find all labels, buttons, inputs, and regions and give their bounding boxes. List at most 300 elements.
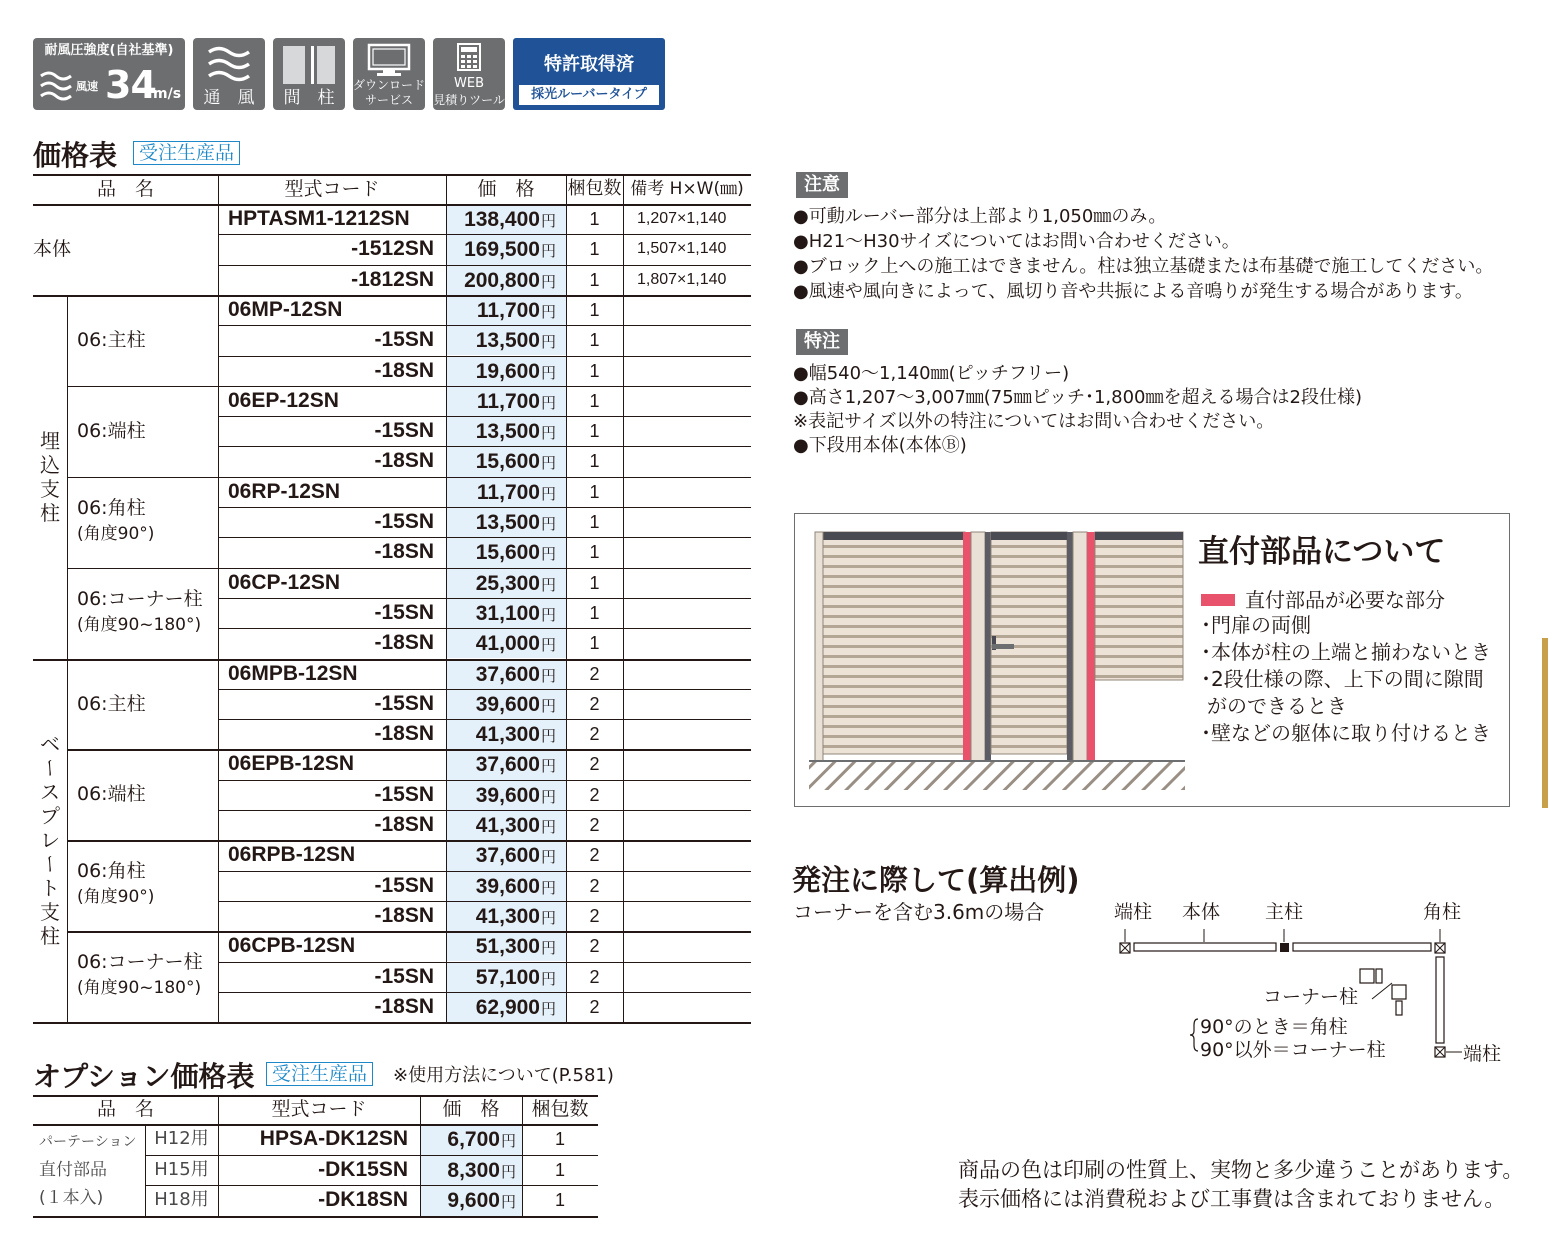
post-type-main: 06:主柱: [77, 328, 146, 351]
pack-qty: 1: [589, 269, 600, 290]
size-note: [623, 719, 751, 749]
table-rule: [218, 1095, 219, 1216]
price-cell: [447, 720, 566, 749]
wind-caption: 耐風圧強度(自社基準): [44, 43, 174, 58]
web-label-1: WEB: [454, 76, 484, 91]
model-code: -18SN: [374, 540, 434, 564]
table-rule: [218, 719, 751, 720]
price-cell: [447, 569, 566, 598]
post-type-main: 06:主柱: [77, 692, 146, 715]
post-type-corner-1: 06:コーナー柱: [77, 587, 203, 610]
price-value: 200,800: [464, 268, 540, 292]
size-note: [623, 598, 751, 628]
table-rule: [218, 356, 751, 357]
pack-qty: 2: [589, 784, 600, 805]
yen-unit: 円: [540, 394, 556, 412]
model-code: -15SN: [374, 510, 434, 533]
table-rule: [218, 901, 751, 902]
post-type-angle-2: (角度90°): [77, 887, 155, 908]
pack-qty: 2: [589, 724, 600, 745]
pack-qty: 2: [589, 693, 600, 714]
group-base-label-char: 支: [40, 900, 60, 925]
label-main-post: 主柱: [1265, 901, 1304, 923]
order-layout-diagram: [1100, 925, 1520, 1065]
special-item: ●高さ1,207～3,007㎜(75㎜ピッチ･1,800㎜を超える場合は2段仕様): [793, 387, 1362, 408]
pack-qty: 2: [589, 936, 600, 957]
post-type-corner-2: (角度90~180°): [77, 614, 202, 635]
post-type-angle-1: 06:角柱: [77, 860, 146, 883]
price-cell: [447, 266, 566, 295]
post-spacing-badge: [273, 38, 345, 110]
yen-unit: 円: [540, 909, 556, 927]
size-note: [623, 356, 751, 386]
model-code: -18SN: [374, 813, 434, 836]
price-cell: [447, 599, 566, 628]
yen-unit: 円: [540, 303, 556, 321]
opt-product-1: パーテーション: [39, 1134, 137, 1150]
opt-price-cell: [421, 1156, 522, 1186]
table-rule: [446, 174, 447, 1022]
yen-unit: 円: [500, 1133, 516, 1150]
opt-qty: 1: [554, 1190, 565, 1210]
opt-price-value: 9,600: [447, 1189, 500, 1212]
opt-qty: 1: [554, 1159, 565, 1180]
price-value: 39,600: [475, 692, 540, 716]
price-value: 15,600: [475, 541, 540, 565]
price-value: 13,500: [475, 420, 540, 444]
price-cell: [447, 235, 566, 264]
table-rule: [420, 1095, 421, 1216]
fence-illustration: [809, 528, 1189, 794]
caution-item: ●ブロック上への施工はできません。柱は独立基礎または布基礎で施工してください。: [793, 256, 1494, 277]
table-rule: [67, 749, 751, 751]
size-note: [623, 325, 751, 355]
wind-label: 風速: [76, 80, 98, 93]
price-cell: [447, 963, 566, 992]
header-code: 型式コード: [284, 178, 380, 200]
pack-qty: 1: [589, 360, 600, 381]
pack-qty: 1: [589, 209, 600, 229]
pack-qty: 1: [589, 512, 600, 532]
price-value: 11,700: [476, 480, 540, 504]
pack-qty: 1: [589, 299, 600, 320]
patent-subtitle: 採光ルーバータイプ: [519, 85, 659, 105]
size-note: [623, 659, 751, 689]
group-embed-label-char: 込: [40, 452, 60, 477]
yen-unit: 円: [540, 485, 556, 503]
price-cell: [447, 508, 566, 537]
ventilation-icon: [207, 44, 251, 84]
direct-parts-item: ･門扉の両側: [1201, 613, 1311, 637]
table-rule: [218, 174, 219, 1022]
yen-unit: 円: [540, 637, 556, 655]
price-value: 15,600: [475, 450, 540, 474]
caution-item: ●風速や風向きによって、風切り音や共振による音鳴りが発生する場合があります。: [793, 281, 1473, 302]
post-type-end: 06:端柱: [77, 783, 146, 806]
ventilation-label: 通 風: [203, 88, 255, 108]
yen-unit: 円: [540, 455, 556, 473]
caution-item: ●H21～H30サイズについてはお問い合わせください。: [793, 231, 1240, 252]
yen-unit: 円: [540, 516, 556, 533]
group-base-label-char: ス: [40, 780, 60, 805]
table-rule: [67, 931, 751, 933]
model-code: -18SN: [374, 631, 434, 655]
table-rule: [33, 1095, 598, 1097]
price-value: 37,600: [475, 844, 540, 868]
pack-qty: 1: [589, 390, 600, 411]
legend-swatch: [1201, 594, 1235, 606]
opt-price-cell: [421, 1186, 522, 1216]
label-end-post: 端柱: [1114, 901, 1153, 923]
table-rule: [218, 446, 751, 447]
ventilation-badge: [193, 38, 265, 110]
price-value: 41,300: [475, 904, 540, 928]
price-cell: [447, 478, 566, 507]
size-note: [623, 901, 751, 931]
yen-unit: 円: [540, 1000, 556, 1018]
model-code: -18SN: [374, 903, 434, 927]
group-base-label-char: ー: [38, 854, 62, 875]
post-type-corner-2: (角度90~180°): [77, 978, 202, 999]
order-title: 発注に際して(算出例): [792, 863, 1080, 897]
price-cell: [447, 750, 566, 779]
pack-qty: 1: [589, 451, 600, 472]
post-type-angle: [67, 858, 218, 910]
yen-unit: 円: [540, 213, 556, 230]
opt-product-2: 直付部品: [39, 1160, 107, 1180]
model-code: -18SN: [374, 358, 434, 382]
opt-price-cell: [421, 1125, 522, 1155]
yen-unit: 円: [540, 576, 556, 594]
model-code: -18SN: [374, 994, 434, 1018]
price-value: 41,300: [475, 814, 540, 837]
price-cell: [447, 993, 566, 1022]
body-label: 本体: [33, 238, 72, 260]
yen-unit: 円: [540, 849, 556, 867]
pack-qty: 2: [589, 815, 600, 835]
size-note: 1,807×1,140: [637, 270, 727, 288]
yen-unit: 円: [540, 546, 556, 564]
group-base-label-char: レ: [40, 828, 60, 853]
table-rule: [218, 780, 751, 781]
table-rule: [218, 234, 751, 235]
size-note: [623, 931, 751, 961]
price-cell: [447, 811, 566, 840]
table-rule: [33, 1216, 598, 1218]
model-code: 06EP-12SN: [228, 388, 339, 412]
direct-parts-item: ･本体が柱の上端と揃わないとき: [1201, 640, 1491, 664]
yen-unit: 円: [540, 940, 556, 958]
yen-unit: 円: [540, 364, 556, 382]
price-value: 31,100: [475, 601, 540, 625]
table-rule: [33, 295, 751, 297]
opt-code: -DK15SN: [318, 1157, 408, 1181]
table-rule: [218, 689, 751, 690]
model-code: -15SN: [374, 782, 434, 806]
wind-resistance-badge: [33, 38, 185, 110]
yen-unit: 円: [540, 819, 556, 836]
size-note: [623, 840, 751, 870]
price-cell: [447, 205, 566, 234]
label-body: 本体: [1182, 901, 1221, 923]
model-code: 06MPB-12SN: [228, 661, 358, 685]
price-cell: [447, 357, 566, 386]
post-type-angle-1: 06:角柱: [77, 496, 146, 519]
table-rule: [623, 174, 624, 1022]
special-item: ●幅540～1,140㎜(ピッチフリー): [793, 363, 1070, 384]
model-code: -18SN: [374, 722, 434, 746]
yen-unit: 円: [540, 697, 556, 715]
table-rule: [33, 659, 751, 661]
pack-qty: 1: [589, 542, 600, 563]
price-cell: [447, 326, 566, 355]
table-rule: [218, 265, 751, 266]
opt-qty: 1: [554, 1129, 565, 1149]
price-value: 39,600: [475, 874, 540, 898]
direct-parts-item: ･壁などの躯体に取り付けるとき: [1201, 721, 1491, 745]
label-end-post-bottom: 端柱: [1463, 1043, 1502, 1065]
yen-unit: 円: [540, 425, 556, 443]
table-rule: [218, 962, 751, 963]
model-code: 06RP-12SN: [228, 479, 341, 503]
model-code: -1512SN: [351, 237, 434, 261]
opt-product-name: [39, 1128, 151, 1212]
size-note: [623, 689, 751, 719]
opt-price-value: 6,700: [447, 1128, 500, 1151]
size-note: [623, 749, 751, 779]
table-rule: [218, 507, 751, 508]
size-note: [623, 477, 751, 507]
size-note: [623, 962, 751, 992]
price-value: 13,500: [475, 511, 540, 534]
price-value: 57,100: [475, 965, 540, 989]
opt-product-3: (１本入): [39, 1188, 104, 1208]
table-rule: [67, 568, 751, 570]
post-type-angle-2: (角度90°): [77, 523, 155, 544]
post-type-corner: [67, 949, 218, 1001]
price-cell: [447, 932, 566, 961]
pack-qty: 2: [589, 663, 600, 684]
table-rule: [145, 1124, 146, 1216]
table-rule: [218, 628, 751, 629]
price-cell: [447, 841, 566, 870]
caution-item: ●可動ルーバー部分は上部より1,050㎜のみ。: [793, 206, 1167, 227]
size-note: [623, 537, 751, 567]
model-code: 06RPB-12SN: [228, 843, 356, 867]
pack-qty: 1: [589, 481, 600, 502]
size-note: [623, 992, 751, 1022]
size-note: [623, 295, 751, 325]
opt-header-name: 品 名: [96, 1098, 154, 1120]
price-cell: [447, 660, 566, 689]
wind-unit: m/s: [153, 86, 182, 102]
monitor-icon: [367, 43, 411, 77]
table-rule: [33, 1124, 598, 1126]
opt-code: -DK18SN: [318, 1188, 408, 1211]
model-code: HPTASM1-1212SN: [228, 207, 410, 230]
table-rule: [218, 598, 751, 599]
patent-badge: [513, 38, 665, 110]
pack-qty: 2: [589, 845, 600, 866]
header-name: 品 名: [96, 178, 154, 200]
yen-unit: 円: [540, 667, 556, 685]
special-item: ●下段用本体(本体Ⓑ): [793, 435, 967, 456]
price-value: 51,300: [475, 935, 540, 959]
table-rule: [67, 477, 751, 479]
table-rule: [33, 174, 751, 176]
opt-header-price: 価 格: [442, 1098, 500, 1120]
price-value: 39,600: [475, 783, 540, 807]
price-value: 41,300: [475, 723, 540, 747]
price-cell: [447, 690, 566, 719]
pack-qty: 1: [589, 330, 600, 351]
size-note: 1,207×1,140: [637, 210, 727, 227]
table-rule: [218, 537, 751, 538]
footer-line-2: 表示価格には消費税および工事費は含まれておりません。: [958, 1187, 1506, 1211]
model-code: -18SN: [374, 449, 434, 473]
price-value: 11,700: [476, 389, 540, 413]
price-cell: [447, 447, 566, 476]
price-value: 62,900: [475, 995, 540, 1019]
table-rule: [67, 295, 68, 1022]
option-table-title: オプション価格表: [33, 1060, 255, 1093]
table-rule: [218, 416, 751, 417]
opt-size: H18用: [154, 1189, 209, 1210]
model-code: -15SN: [374, 419, 434, 443]
header-qty: 梱包数: [567, 178, 622, 199]
post-type-end: 06:端柱: [77, 419, 146, 442]
table-rule: [145, 1155, 598, 1156]
price-cell: [447, 629, 566, 658]
opt-size: H15用: [154, 1158, 209, 1180]
pack-qty: 2: [589, 966, 600, 987]
table-rule: [145, 1185, 598, 1186]
rule-90: 90°のとき＝角柱: [1200, 1016, 1348, 1038]
opt-size: H12用: [154, 1128, 209, 1149]
header-note: 備考 H×W(㎜): [630, 179, 744, 199]
price-value: 138,400: [464, 208, 540, 231]
yen-unit: 円: [540, 243, 556, 261]
special-item: ※表記サイズ以外の特注についてはお問い合わせください。: [793, 411, 1275, 432]
price-value: 169,500: [464, 238, 540, 262]
legend-label: 直付部品が必要な部分: [1245, 588, 1445, 612]
yen-unit: 円: [540, 728, 556, 746]
table-rule: [218, 325, 751, 326]
option-table-tag: 受注生産品: [266, 1062, 373, 1086]
caution-title: 注意: [796, 172, 848, 198]
model-code: 06EPB-12SN: [228, 752, 355, 776]
direct-parts-title: 直付部品について: [1198, 534, 1446, 570]
model-code: -15SN: [374, 691, 434, 715]
size-note: [623, 416, 751, 446]
group-base-label-char: ベ: [40, 732, 60, 757]
label-angle-post: 角柱: [1423, 901, 1462, 923]
pack-qty: 2: [589, 754, 600, 775]
pack-qty: 1: [589, 572, 600, 593]
size-note: 1,507×1,140: [637, 240, 727, 258]
wind-icon: [39, 68, 73, 104]
pack-qty: 1: [589, 633, 600, 654]
yen-unit: 円: [540, 758, 556, 776]
size-note: [623, 871, 751, 901]
price-value: 37,600: [475, 753, 540, 777]
label-corner-post: コーナー柱: [1263, 986, 1359, 1008]
opt-header-code: 型式コード: [271, 1098, 367, 1120]
table-rule: [522, 1095, 523, 1216]
group-embed-label-char: 柱: [40, 500, 60, 525]
price-value: 19,600: [475, 359, 540, 383]
model-code: 06MP-12SN: [228, 297, 343, 321]
model-code: 06CPB-12SN: [228, 934, 356, 958]
web-label-2: 見積りツール: [433, 93, 505, 107]
web-estimate-badge[interactable]: [433, 38, 505, 110]
price-cell: [447, 296, 566, 325]
size-note: [623, 780, 751, 810]
direct-parts-item: ･2段仕様の際、上下の間に隙間: [1201, 667, 1484, 691]
yen-unit: 円: [540, 970, 556, 988]
size-note: [623, 507, 751, 537]
group-embed-label-char: 埋: [40, 428, 60, 453]
price-value: 13,500: [475, 329, 540, 353]
group-base-label-char: 柱: [40, 924, 60, 949]
group-base-label-char: ト: [40, 876, 60, 901]
price-cell: [447, 781, 566, 810]
pack-qty: 1: [589, 602, 600, 623]
post-spacing-label: 間 柱: [283, 88, 335, 108]
price-cell: [447, 538, 566, 567]
model-code: 06CP-12SN: [228, 570, 341, 594]
group-embed-label: [33, 429, 67, 525]
size-note: [623, 568, 751, 598]
yen-unit: 円: [540, 788, 556, 806]
table-rule: [218, 871, 751, 872]
table-rule: [33, 204, 751, 206]
direct-parts-item: がのできるとき: [1207, 694, 1347, 718]
price-cell: [447, 902, 566, 931]
model-code: -15SN: [374, 600, 434, 624]
table-rule: [67, 386, 751, 388]
post-type-corner: [67, 586, 218, 638]
post-type-corner-1: 06:コーナー柱: [77, 951, 203, 974]
group-base-label-char: ー: [38, 758, 62, 779]
calculator-icon: [457, 43, 481, 71]
table-rule: [33, 1022, 751, 1024]
download-badge[interactable]: [353, 38, 425, 110]
model-code: -1812SN: [351, 267, 434, 291]
yen-unit: 円: [540, 273, 556, 291]
price-cell: [447, 872, 566, 901]
table-rule: [218, 992, 751, 993]
download-label-2: サービス: [364, 93, 413, 107]
table-rule: [67, 840, 751, 842]
pack-qty: 2: [589, 905, 600, 926]
model-code: -15SN: [374, 328, 434, 352]
yen-unit: 円: [540, 334, 556, 352]
price-value: 37,600: [475, 662, 540, 686]
group-base-label: [33, 732, 67, 948]
yen-unit: 円: [500, 1163, 516, 1181]
post-type-angle: [67, 495, 218, 547]
price-table-tag: 受注生産品: [133, 141, 240, 165]
special-title: 特注: [796, 329, 848, 355]
size-note: [623, 386, 751, 416]
group-embed-label-char: 支: [40, 476, 60, 501]
price-value: 25,300: [475, 571, 540, 595]
price-table-title: 価格表: [33, 139, 118, 172]
size-note: [623, 446, 751, 476]
price-value: 41,000: [475, 632, 540, 656]
size-note: [623, 628, 751, 658]
